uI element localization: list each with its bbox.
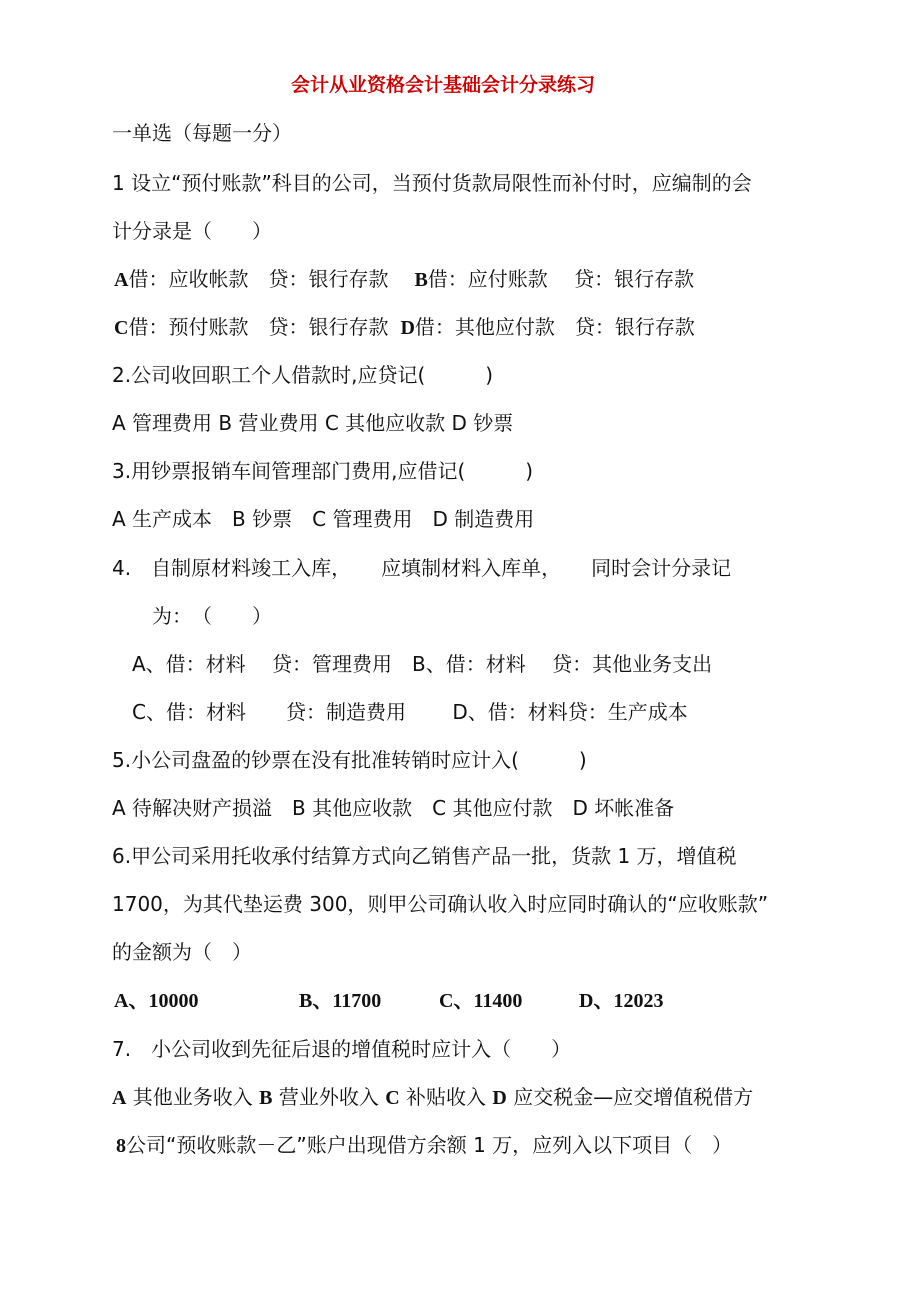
q6-stem-line3: 的金额为（ ） xyxy=(112,940,252,964)
q1-stem-line2: 计分录是（ ） xyxy=(112,219,272,243)
section-heading: 一单选（每题一分） xyxy=(112,121,292,145)
q4-options-cd: C、借：材料 贷：制造费用 D、借：材料贷：生产成本 xyxy=(132,700,688,724)
q1-option-a: 借：应收帐款 贷：银行存款 xyxy=(128,267,389,291)
q7-option-c-letter: C xyxy=(385,1087,400,1109)
q1-option-c: 借：预付账款 贷：银行存款 xyxy=(128,315,389,339)
q7-option-a: 其他业务收入 xyxy=(126,1085,260,1109)
q3-stem: 3.用钞票报销车间管理部门费用,应借记( ) xyxy=(112,459,534,483)
q6-option-d: D、12023 xyxy=(579,990,664,1012)
q1-option-a-letter: A xyxy=(114,269,129,291)
q1-option-d: 借：其他应付款 贷：银行存款 xyxy=(414,315,695,339)
q3-options: A 生产成本 B 钞票 C 管理费用 D 制造费用 xyxy=(112,507,535,531)
q4-stem-line1: 4. 自制原材料竣工入库， 应填制材料入库单， 同时会计分录记 xyxy=(112,556,732,580)
q5-options: A 待解决财产损溢 B 其他应收款 C 其他应付款 D 坏帐准备 xyxy=(112,796,675,820)
q4-options-ab: A、借：材料 贷：管理费用 B、借：材料 贷：其他业务支出 xyxy=(132,652,713,676)
q2-options: A 管理费用 B 营业费用 C 其他应收款 D 钞票 xyxy=(112,411,514,435)
q8-line xyxy=(116,1132,732,1159)
q7-stem: 7. 小公司收到先征后退的增值税时应计入（ ） xyxy=(112,1037,572,1061)
q2-stem: 2.公司收回职工个人借款时,应贷记( ) xyxy=(112,363,494,387)
q1-option-b-letter: B xyxy=(414,269,428,291)
q1-stem-line1: 1 设立“预付账款”科目的公司，当预付货款局限性而补付时，应编制的会 xyxy=(112,171,752,195)
q7-option-d: 应交税金—应交增值税借方 xyxy=(506,1085,754,1109)
q6-stem-line2: 1700，为其代垫运费 300，则甲公司确认收入时应同时确认的“应收账款” xyxy=(112,892,769,916)
q1-option-c-letter: C xyxy=(114,317,129,339)
q1-options-ab xyxy=(114,266,694,293)
q7-option-d-letter: D xyxy=(492,1087,507,1109)
q1-option-d-letter: D xyxy=(400,317,415,339)
q5-stem: 5.小公司盘盈的钞票在没有批准转销时应计入( ) xyxy=(112,748,587,772)
q7-option-c: 补贴收入 xyxy=(399,1085,493,1109)
q6-option-b: B、11700 xyxy=(299,990,382,1012)
q7-option-a-letter: A xyxy=(112,1087,127,1109)
q4-stem-line2: 为： （ ） xyxy=(152,604,272,628)
q1-options-cd xyxy=(114,314,695,341)
q6-option-a: A、10000 xyxy=(114,990,199,1012)
q6-stem-line1: 6.甲公司采用托收承付结算方式向乙销售产品一批，货款 1 万，增值税 xyxy=(112,844,737,868)
q8-stem: 公司“预收账款－乙”账户出现借方余额 1 万，应列入以下项目（ ） xyxy=(126,1133,733,1157)
q7-options xyxy=(112,1084,753,1111)
q8-number: 8 xyxy=(116,1135,126,1157)
document-title: 会计从业资格会计基础会计分录练习 xyxy=(291,74,596,96)
q6-option-c: C、11400 xyxy=(439,990,523,1012)
q7-option-b-letter: B xyxy=(259,1087,273,1109)
q1-option-b: 借：应付账款 贷：银行存款 xyxy=(427,267,695,291)
q7-option-b: 营业外收入 xyxy=(272,1085,386,1109)
